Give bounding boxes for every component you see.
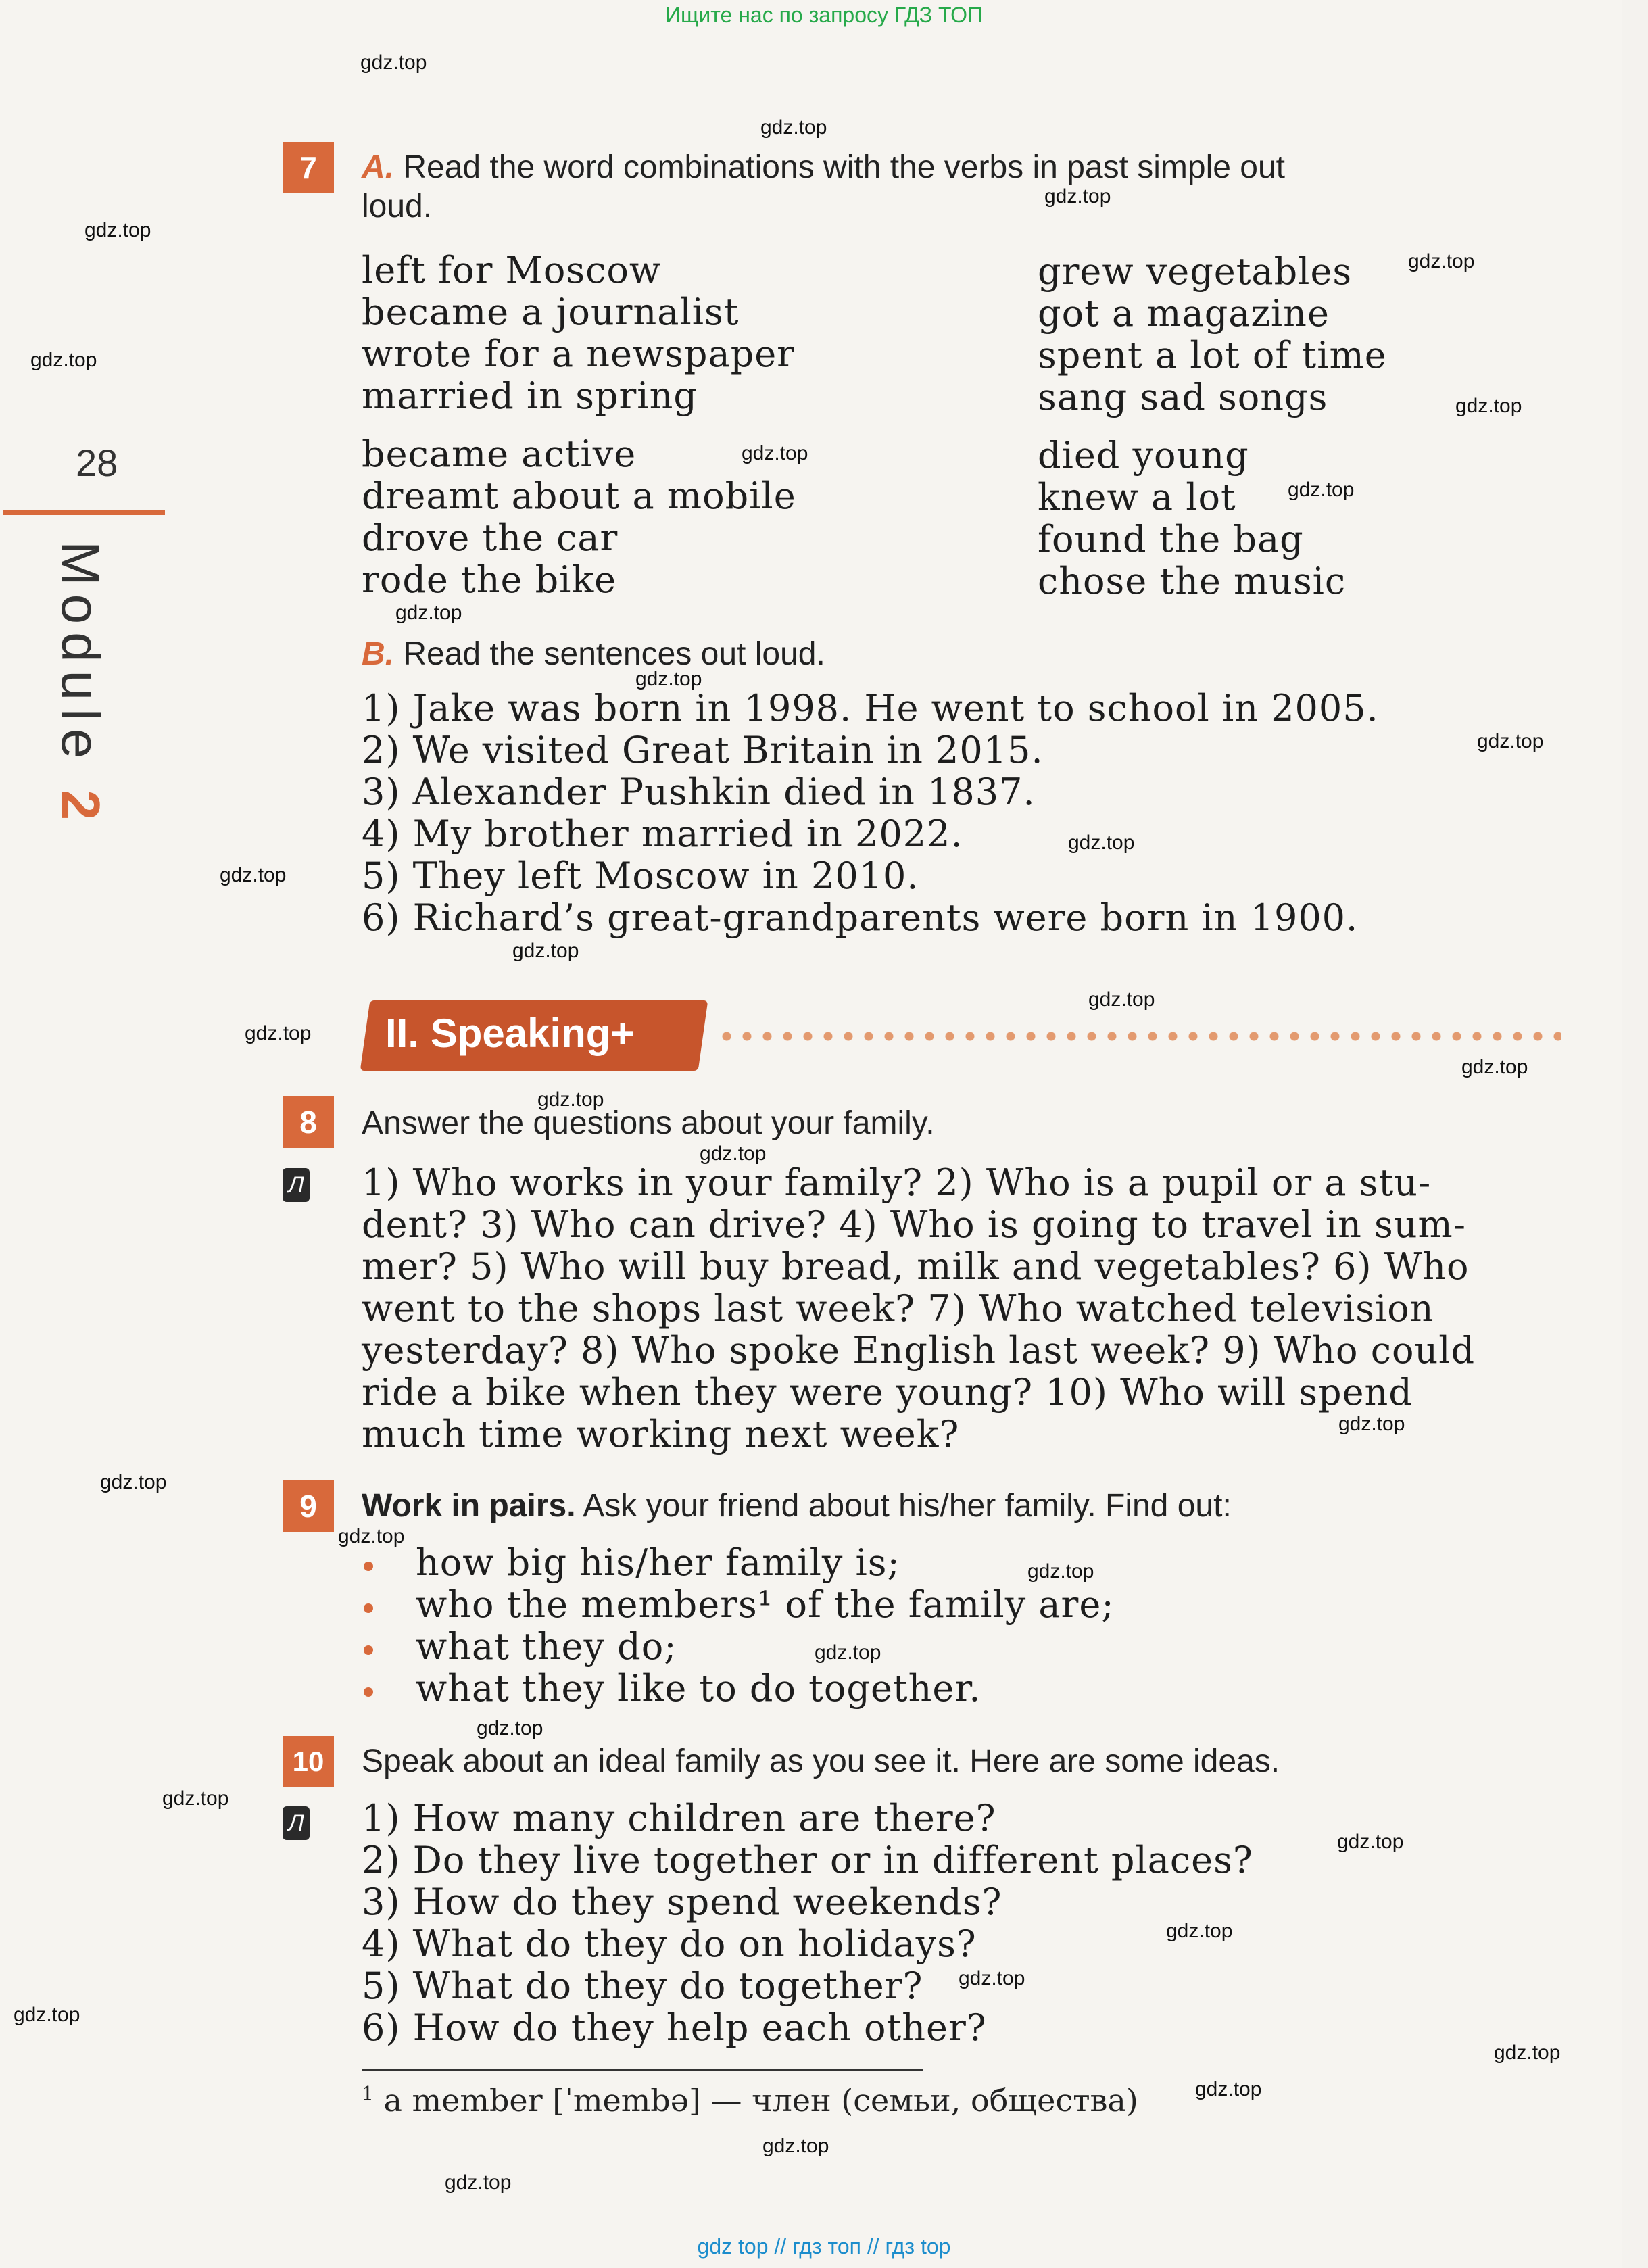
sentence: 2) We visited Great Britain in 2015. <box>362 729 1044 771</box>
word-combination: wrote for a newspaper <box>362 333 795 375</box>
word-combination: grew vegetables <box>1038 250 1353 293</box>
exercise-9-instruction <box>362 1487 1232 1524</box>
word-combination: dreamt about a mobile <box>362 475 796 517</box>
word-combination: drove the car <box>362 516 619 559</box>
module-word: Module <box>51 541 111 790</box>
watermark: gdz.top <box>477 1717 543 1739</box>
watermark: gdz.top <box>162 1787 229 1810</box>
footnote-text: a member [ˈmembə] — член (семьи, общества) <box>383 2082 1138 2119</box>
watermark: gdz.top <box>1068 831 1135 854</box>
word-combination: became active <box>362 433 637 475</box>
word-combination: sang sad songs <box>1038 376 1328 418</box>
idea-question: 1) How many children are there? <box>362 1797 996 1839</box>
watermark: gdz.top <box>1166 1920 1233 1942</box>
watermark: gdz.top <box>959 1967 1025 1989</box>
watermark: gdz.top <box>1195 2078 1262 2100</box>
watermark: gdz.top <box>445 2171 512 2194</box>
footnote <box>362 2082 1138 2119</box>
idea-question: 2) Do they live together or in different places? <box>362 1839 1253 1881</box>
watermark: gdz.top <box>512 940 579 962</box>
bullet-dot <box>364 1603 373 1613</box>
word-combination: left for Moscow <box>362 249 662 291</box>
bullet-item: what they like to do together. <box>416 1667 981 1710</box>
audio-icon[interactable]: Л <box>283 1168 310 1202</box>
exercise-9-badge: 9 <box>283 1480 334 1532</box>
word-combination: died young <box>1038 434 1249 477</box>
watermark: gdz.top <box>700 1142 767 1165</box>
footnote-rule <box>362 2069 923 2071</box>
watermark: gdz.top <box>537 1088 604 1111</box>
word-combination: rode the bike <box>362 558 617 601</box>
watermark: gdz.top <box>815 1641 881 1664</box>
audio-icon[interactable]: Л <box>283 1806 310 1840</box>
watermark: gdz.top <box>1088 988 1155 1011</box>
word-combination: married in spring <box>362 375 698 417</box>
bullet-item: who the members¹ of the family are; <box>416 1583 1115 1626</box>
exercise-10-badge: 10 <box>283 1736 334 1787</box>
sentence: 4) My brother married in 2022. <box>362 813 963 855</box>
watermark: gdz.top <box>1044 185 1111 208</box>
watermark: gdz.top <box>760 116 827 139</box>
sentence: 1) Jake was born in 1998. He went to school in 2005. <box>362 687 1379 729</box>
section-name: Speaking+ <box>430 1011 635 1056</box>
question-line: mer? 5) Who will buy bread, milk and vegetables? 6) Who <box>362 1245 1470 1288</box>
question-line: much time working next week? <box>362 1413 960 1455</box>
exercise-7a-instruction-cont: loud. <box>362 189 433 224</box>
idea-question: 3) How do they spend weekends? <box>362 1881 1002 1923</box>
watermark: gdz.top <box>30 349 97 371</box>
word-combination: found the bag <box>1038 518 1304 560</box>
watermark: gdz.top <box>1494 2042 1561 2064</box>
part-b-letter: B. <box>362 636 394 672</box>
bullet-item: what they do; <box>416 1625 677 1668</box>
instruction-bold: Work in pairs. <box>362 1488 576 1524</box>
exercise-8-badge: 8 <box>283 1096 334 1148</box>
exercise-7-badge: 7 <box>283 142 334 193</box>
watermark: gdz.top <box>1477 730 1544 752</box>
section-roman: II. <box>385 1011 420 1056</box>
exercise-7a-instruction <box>362 149 1285 186</box>
question-line: dent? 3) Who can drive? 4) Who is going to travel in sum- <box>362 1203 1466 1246</box>
word-combination: chose the music <box>1038 560 1347 602</box>
watermark: gdz.top <box>1408 250 1475 272</box>
page-rule <box>3 510 165 515</box>
module-number: 2 <box>51 790 111 829</box>
watermark: gdz.top <box>220 864 287 886</box>
sentence: 5) They left Moscow in 2010. <box>362 854 919 897</box>
watermark: gdz.top <box>1338 1413 1405 1435</box>
part-b-text: Read the sentences out loud. <box>403 636 825 672</box>
watermark: gdz.top <box>1288 479 1355 501</box>
instruction-rest: Ask your friend about his/her family. Find out: <box>575 1488 1232 1524</box>
watermark: gdz.top <box>14 2004 80 2026</box>
idea-question: 4) What do they do on holidays? <box>362 1923 977 1965</box>
watermark: gdz.top <box>1027 1560 1094 1583</box>
watermark: gdz.top <box>245 1022 312 1044</box>
sentence: 6) Richard’s great-grandparents were born in 1900. <box>362 896 1359 939</box>
page-number: 28 <box>76 441 118 484</box>
watermark: gdz.top <box>635 668 702 690</box>
exercise-10-instruction: Speak about an ideal family as you see it. Here are some ideas. <box>362 1743 1280 1779</box>
question-line: ride a bike when they were young? 10) Who will spend <box>362 1371 1413 1414</box>
bullet-dot <box>364 1687 373 1697</box>
watermark: gdz.top <box>84 219 151 241</box>
word-combination: got a magazine <box>1038 292 1330 335</box>
footnote-mark: 1 <box>362 2082 374 2105</box>
section-dotted-rule <box>717 1031 1561 1042</box>
part-a-letter: A. <box>362 149 394 185</box>
watermark: gdz.top <box>762 2135 829 2157</box>
idea-question: 5) What do they do together? <box>362 1964 923 2007</box>
exercise-7b-instruction <box>362 635 825 673</box>
bullet-dot <box>364 1645 373 1655</box>
watermark: gdz.top <box>742 442 808 464</box>
watermark: gdz.top <box>1337 1831 1404 1853</box>
section-title <box>385 1010 634 1057</box>
watermark: gdz.top <box>1455 395 1522 417</box>
word-combination: knew a lot <box>1038 476 1236 518</box>
top-search-note: Ищите нас по запросу ГДЗ ТОП <box>665 3 983 27</box>
part-a-text: Read the word combinations with the verbs in past simple out <box>403 149 1286 185</box>
question-line: went to the shops last week? 7) Who watched television <box>362 1287 1434 1330</box>
watermark: gdz.top <box>338 1525 405 1547</box>
watermark: gdz.top <box>100 1471 167 1493</box>
watermark: gdz.top <box>1461 1056 1528 1078</box>
question-line: yesterday? 8) Who spoke English last week? 9) Who could <box>362 1329 1476 1372</box>
module-label <box>49 541 112 828</box>
watermark: gdz.top <box>360 51 427 74</box>
word-combination: became a journalist <box>362 291 740 333</box>
exercise-8-instruction: Answer the questions about your family. <box>362 1105 935 1141</box>
question-line: 1) Who works in your family? 2) Who is a pupil or a stu- <box>362 1161 1432 1204</box>
idea-question: 6) How do they help each other? <box>362 2006 987 2049</box>
word-combination: spent a lot of time <box>1038 334 1387 377</box>
watermark: gdz.top <box>395 602 462 624</box>
sentence: 3) Alexander Pushkin died in 1837. <box>362 771 1036 813</box>
bullet-item: how big his/her family is; <box>416 1541 900 1584</box>
bottom-site-note: gdz top // гдз топ // гдз top <box>697 2234 951 2259</box>
bullet-dot <box>364 1562 373 1571</box>
